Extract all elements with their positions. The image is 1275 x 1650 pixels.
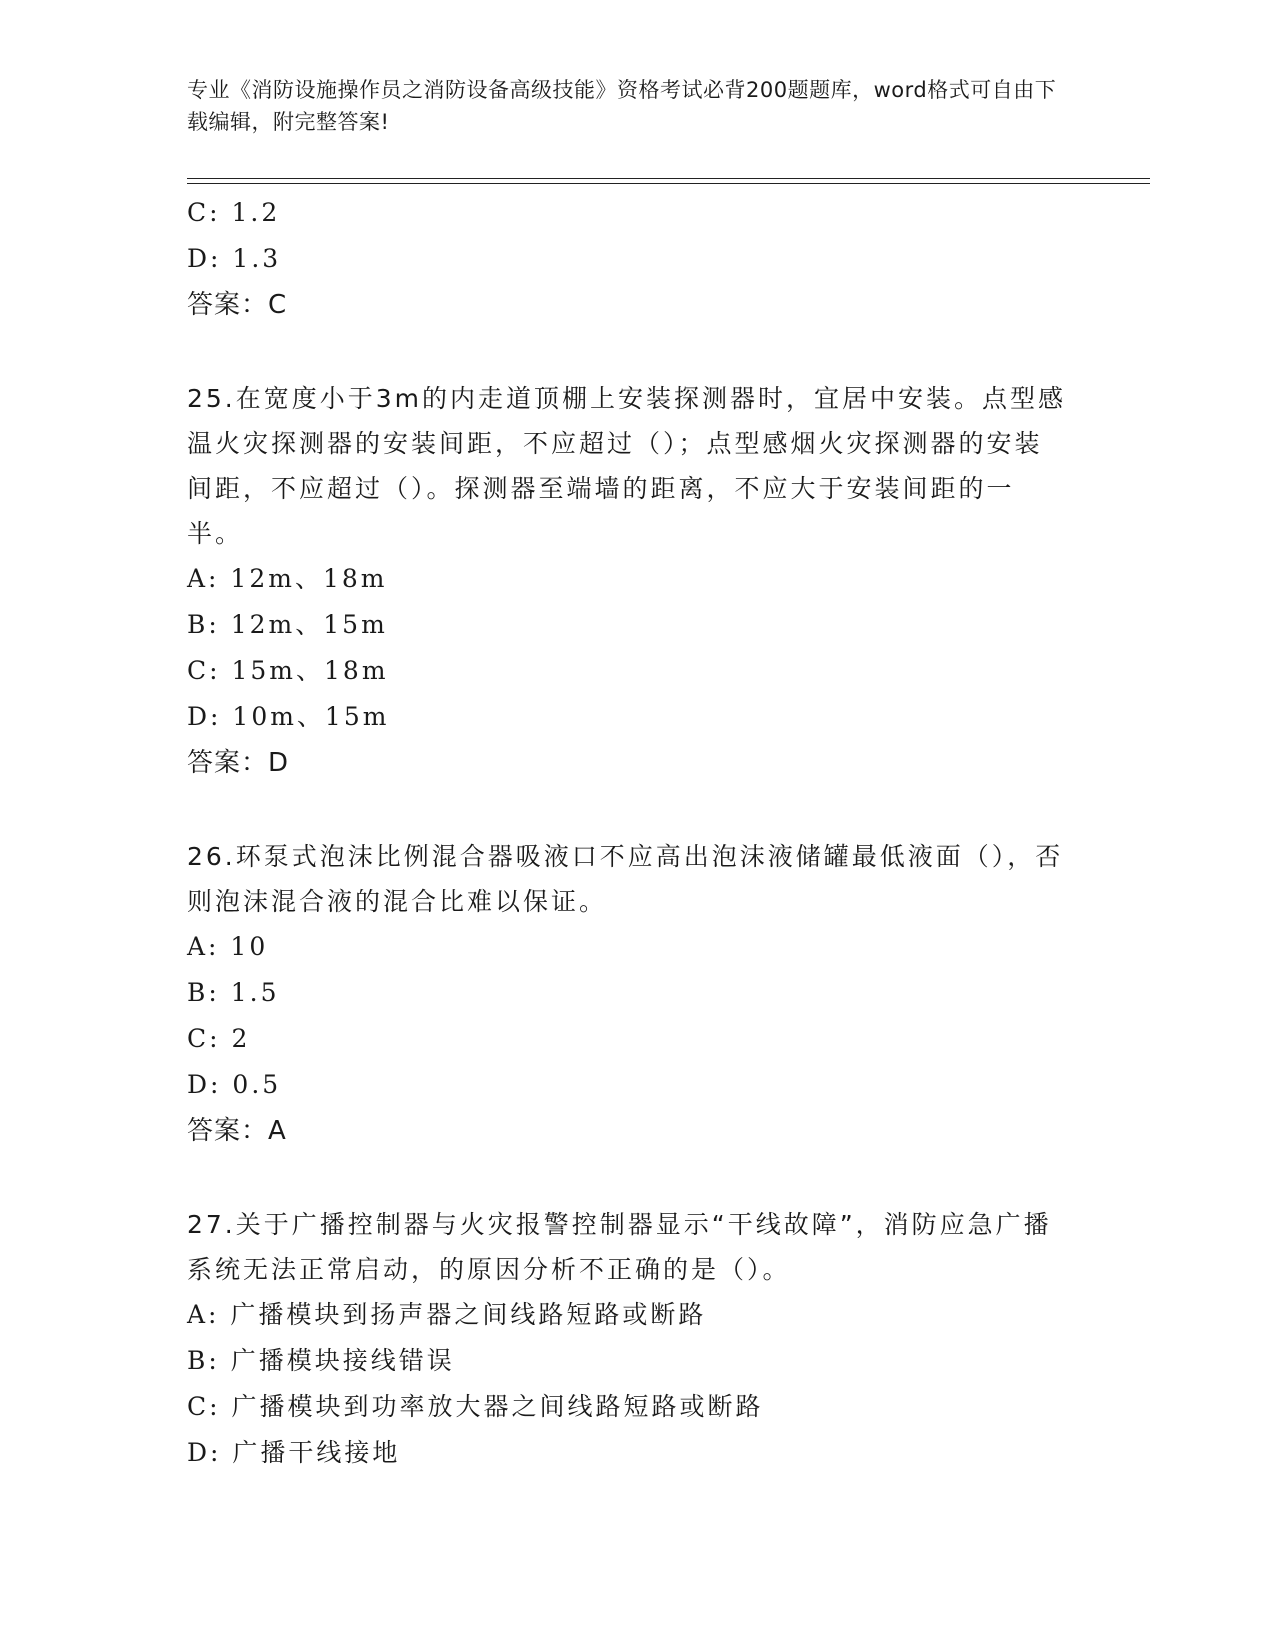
answer-line: 答案：D <box>187 748 290 778</box>
question-text: 25.在宽度小于3m的内走道顶棚上安装探测器时，宜居中安装。点型感温火灾探测器的安装间距，不应超过（）；点型感烟火灾探测器的安装间距，不应超过（）。探测器至端墙的距离，不应大于安装间距的一半。 <box>187 384 1067 548</box>
option-b: B: 1.5 <box>187 978 280 1007</box>
option-a: A: 10 <box>187 932 269 961</box>
option-c: C: 15m、18m <box>187 656 389 685</box>
option-a: A: 12m、18m <box>187 564 388 593</box>
question-block <box>187 834 1067 1154</box>
question-text: 26.环泵式泡沫比例混合器吸液口不应高出泡沫液储罐最低液面（），否则泡沫混合液的混合比难以保证。 <box>187 842 1064 916</box>
question-text: 27.关于广播控制器与火灾报警控制器显示“干线故障”，消防应急广播系统无法正常启动，的原因分析不正确的是（）。 <box>187 1210 1052 1284</box>
question-block <box>187 1202 1067 1476</box>
answer-line: 答案：A <box>187 1116 287 1146</box>
option-b: B: 12m、15m <box>187 610 388 639</box>
option-a: A: 广播模块到扬声器之间线路短路或断路 <box>187 1300 707 1329</box>
option-c: C: 2 <box>187 1024 251 1053</box>
option-b: B: 广播模块接线错误 <box>187 1346 455 1375</box>
question-block <box>187 190 1067 328</box>
document-body <box>187 190 1067 1476</box>
option-c: C: 1.2 <box>187 198 281 227</box>
option-d: D: 广播干线接地 <box>187 1438 401 1467</box>
header-divider <box>187 183 1150 184</box>
answer-line: 答案：C <box>187 290 288 320</box>
page-header: 专业《消防设施操作员之消防设备高级技能》资格考试必背200题题库，word格式可自由下载编辑，附完整答案! <box>187 78 1057 134</box>
option-d: D: 0.5 <box>187 1070 282 1099</box>
option-d: D: 10m、15m <box>187 702 390 731</box>
option-c: C: 广播模块到功率放大器之间线路短路或断路 <box>187 1392 764 1421</box>
option-d: D: 1.3 <box>187 244 282 273</box>
question-block <box>187 376 1067 786</box>
header-divider <box>187 178 1150 179</box>
